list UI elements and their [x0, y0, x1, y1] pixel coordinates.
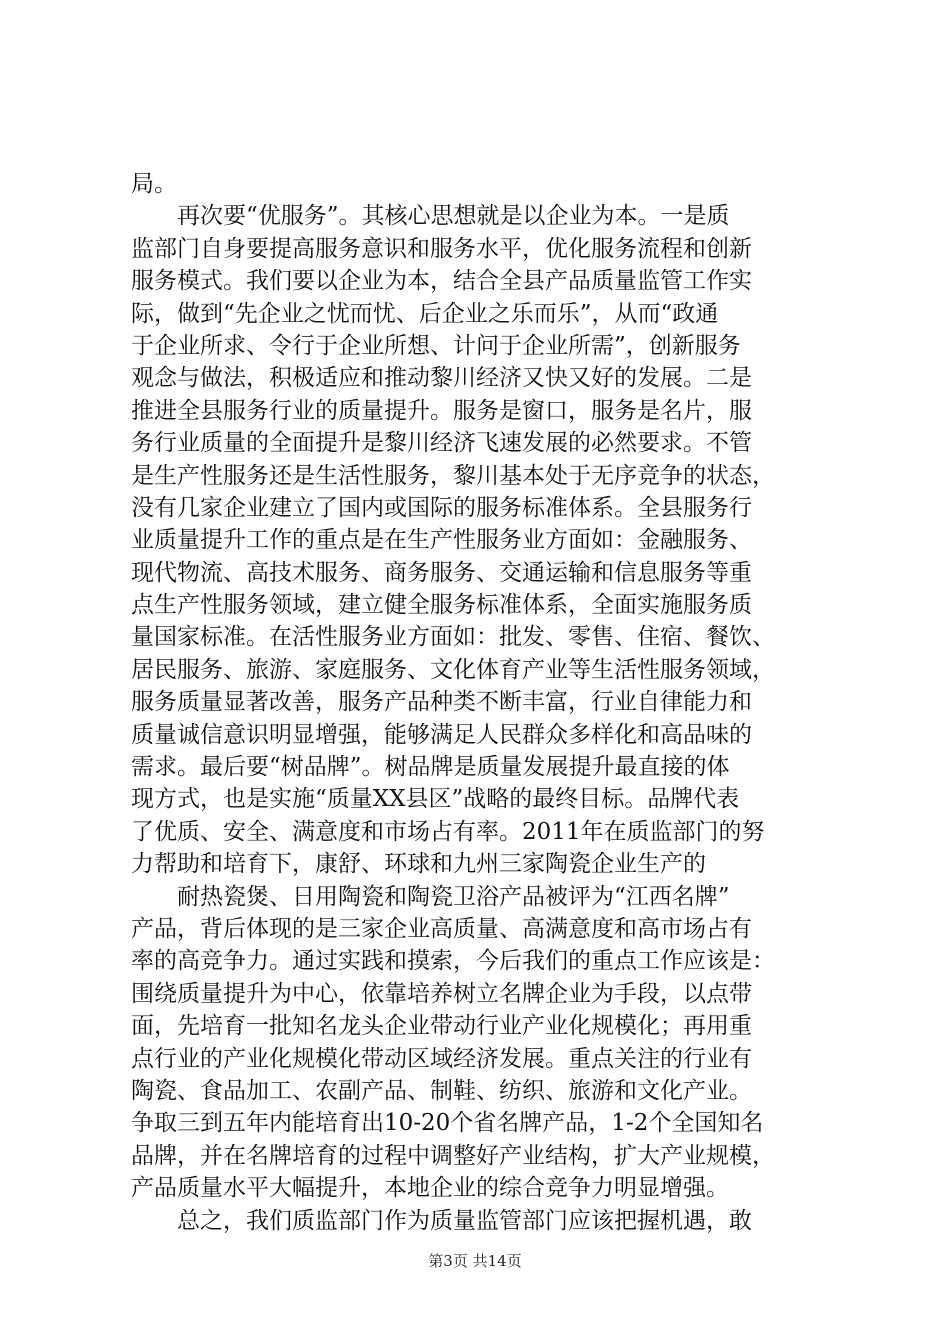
text-line: 没有几家企业建立了国内或国际的服务标准体系。全县服务行 — [131, 494, 752, 521]
text-line: 产品质量水平大幅提升，本地企业的综合竞争力明显增强。 — [131, 1175, 729, 1202]
text-line: 局。 — [131, 171, 177, 197]
text-line: 务行业质量的全面提升是黎川经济飞速发展的必然要求。不管 — [131, 430, 752, 457]
text-line: 是生产性服务还是生活性服务，黎川基本处于无序竞争的状态， — [131, 462, 775, 489]
text-line: 业质量提升工作的重点是在生产性服务业方面如：金融服务、 — [131, 527, 752, 554]
text-line: 点生产性服务领域，建立健全服务标准体系，全面实施服务质 — [131, 592, 752, 619]
page-footer: 第3页 共14页 — [428, 1252, 522, 1270]
text-line: 需求。最后要“树品牌”。树品牌是质量发展提升最直接的体 — [131, 754, 730, 781]
text-line: 争取三到五年内能培育出10-20个省名牌产品，1-2个全国知名 — [131, 1110, 764, 1137]
text-line: 陶瓷、食品加工、农副产品、制鞋、纺织、旅游和文化产业。 — [131, 1077, 752, 1104]
text-line: 观念与做法，积极适应和推动黎川经济又快又好的发展。二是 — [131, 365, 752, 392]
text-line: 面，先培育一批知名龙头企业带动行业产业化规模化；再用重 — [131, 1013, 752, 1040]
text-line: 了优质、安全、满意度和市场占有率。2011年在质监部门的努 — [131, 818, 765, 845]
text-line: 服务质量显著改善，服务产品种类不断丰富，行业自律能力和 — [131, 689, 752, 716]
text-line: 服务模式。我们要以企业为本，结合全县产品质量监管工作实 — [131, 268, 752, 295]
body-text — [131, 168, 831, 1237]
text-line: 率的高竞争力。通过实践和摸索，今后我们的重点工作应该是： — [131, 948, 775, 975]
text-line: 总之，我们质监部门作为质量监管部门应该把握机遇，敢 — [177, 1207, 752, 1234]
text-line: 再次要“优服务”。其核心思想就是以企业为本。一是质 — [177, 203, 730, 230]
text-line: 于企业所求、令行于企业所想、计问于企业所需”，创新服务 — [131, 332, 741, 359]
text-line: 质量诚信意识明显增强，能够满足人民群众多样化和高品味的 — [131, 721, 752, 748]
text-line: 点行业的产业化规模化带动区域经济发展。重点关注的行业有 — [131, 1045, 752, 1072]
text-line: 监部门自身要提高服务意识和服务水平，优化服务流程和创新 — [131, 235, 752, 262]
text-line: 推进全县服务行业的质量提升。服务是窗口，服务是名片，服 — [131, 397, 752, 424]
text-line: 品牌，并在名牌培育的过程中调整好产业结构，扩大产业规模， — [131, 1142, 775, 1169]
text-line: 产品，背后体现的是三家企业高质量、高满意度和高市场占有 — [131, 915, 752, 942]
text-line: 围绕质量提升为中心，依靠培养树立名牌企业为手段，以点带 — [131, 980, 752, 1007]
text-line: 际，做到“先企业之忧而忧、后企业之乐而乐”，从而“政通 — [131, 300, 719, 327]
text-line: 居民服务、旅游、家庭服务、文化体育产业等生活性服务领域， — [131, 656, 775, 683]
text-line: 现方式，也是实施“质量XX县区”战略的最终目标。品牌代表 — [131, 786, 740, 813]
text-line: 力帮助和培育下，康舒、环球和九州三家陶瓷企业生产的 — [131, 851, 706, 878]
text-line: 量国家标准。在活性服务业方面如：批发、零售、住宿、餐饮、 — [131, 624, 775, 651]
text-line: 现代物流、高技术服务、商务服务、交通运输和信息服务等重 — [131, 559, 752, 586]
text-line: 耐热瓷煲、日用陶瓷和陶瓷卫浴产品被评为“江西名牌” — [177, 883, 730, 910]
